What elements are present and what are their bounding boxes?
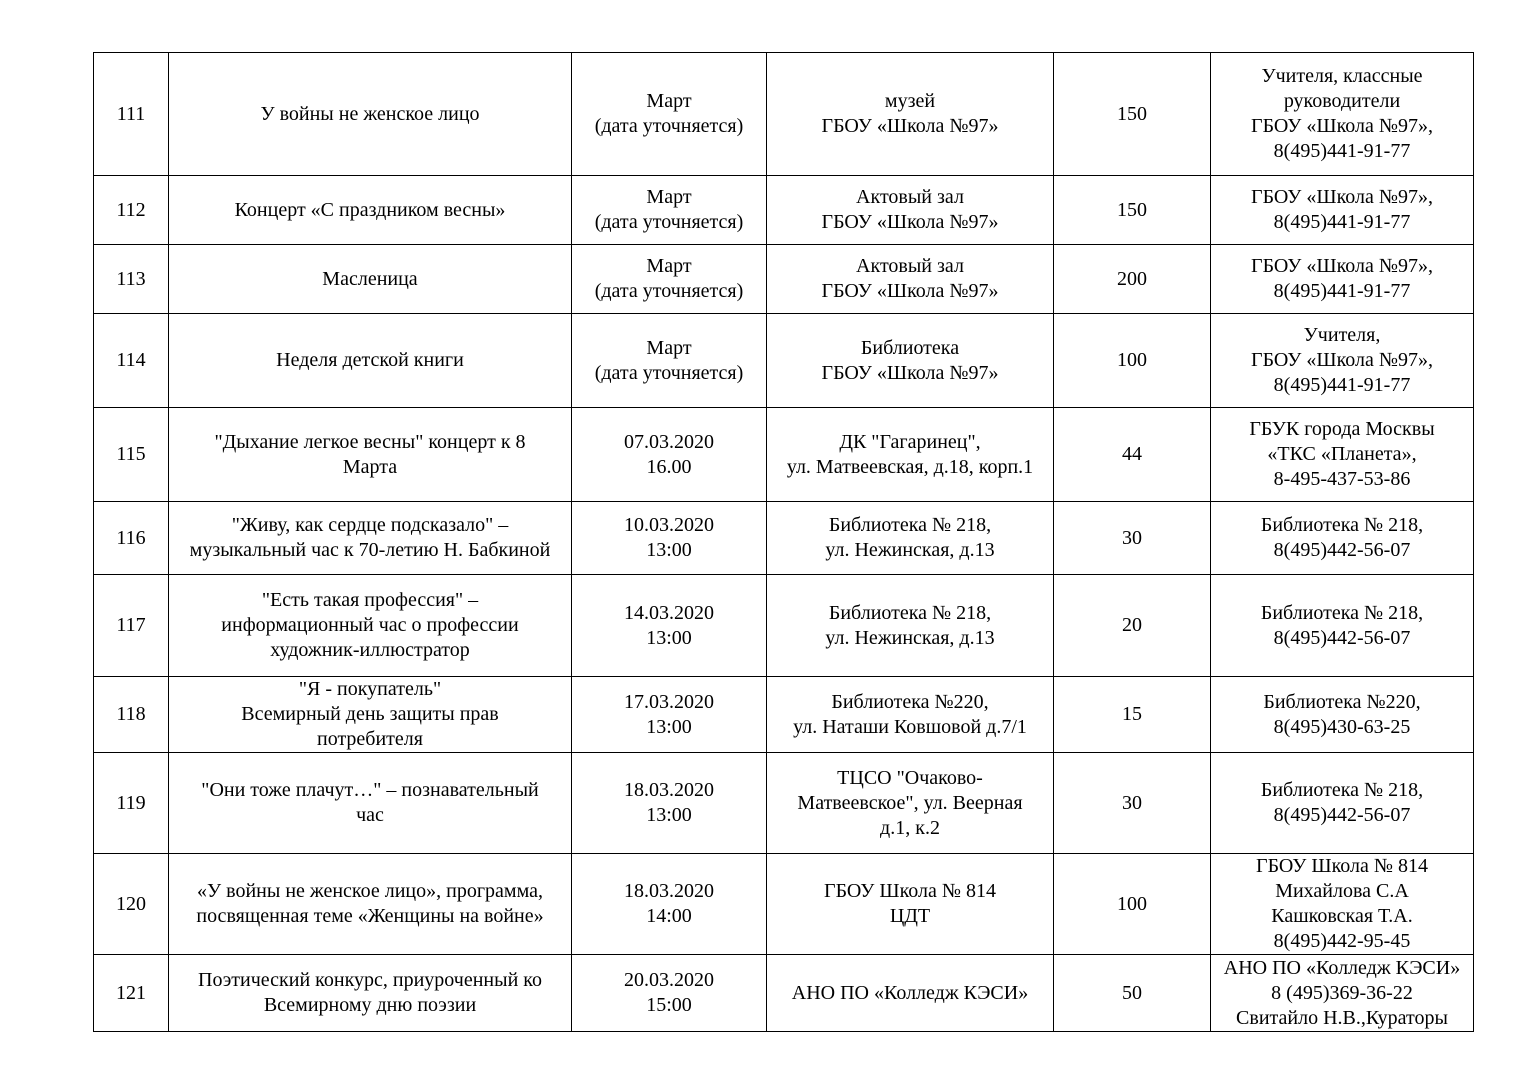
responsible-contact-line: 8(495)442-56-07	[1273, 626, 1411, 649]
event-date-line: 14.03.2020	[624, 601, 714, 624]
event-date-cell	[572, 753, 767, 854]
event-place-cell	[767, 245, 1054, 314]
event-place-line: ул. Нежинская, д.13	[825, 626, 995, 649]
responsible-contact-line: руководители	[1283, 90, 1401, 112]
event-place-line: ул. Нежинская, д.13	[825, 539, 995, 561]
responsible-contact-cell	[1211, 677, 1474, 753]
event-date-line: 13:00	[646, 626, 692, 649]
event-name-line: час	[356, 804, 384, 826]
event-date-cell	[572, 575, 767, 677]
table-row	[94, 677, 1474, 753]
event-date-line: 13:00	[646, 715, 692, 738]
responsible-contact-line: Библиотека № 218,	[1260, 779, 1424, 801]
responsible-contact-line: 8-495-437-53-86	[1273, 468, 1411, 490]
responsible-contact-cell	[1211, 176, 1474, 245]
participant-count-cell: 100	[1054, 314, 1211, 408]
responsible-contact-line: Учителя,	[1303, 324, 1381, 346]
events-table	[93, 52, 1474, 1032]
responsible-contact-line: ГБОУ «Школа №97»,	[1251, 115, 1433, 137]
responsible-contact-line: 8(495)430-63-25	[1273, 715, 1411, 738]
responsible-contact-line: Михайлова С.А	[1275, 880, 1409, 902]
responsible-contact-line: Библиотека № 218,	[1260, 514, 1424, 536]
responsible-contact-cell	[1211, 53, 1474, 176]
event-date-line: 13:00	[646, 804, 692, 826]
event-date-line: 18.03.2020	[624, 880, 714, 902]
event-place-cell	[767, 314, 1054, 408]
event-place-line: АНО ПО «Колледж КЭСИ»	[791, 981, 1029, 1004]
event-date-cell	[572, 854, 767, 955]
event-place-line: Библиотека	[860, 336, 960, 359]
event-date-line: (дата уточняется)	[594, 211, 744, 233]
participant-count-cell: 100	[1054, 854, 1211, 955]
event-number-cell: 113	[94, 245, 169, 314]
event-place-line: ГБОУ «Школа №97»	[821, 115, 999, 137]
event-place-line: ГБОУ «Школа №97»	[821, 211, 999, 233]
event-place-line: ул. Матвеевская, д.18, корп.1	[786, 455, 1034, 478]
responsible-contact-line: Библиотека №220,	[1263, 690, 1421, 713]
event-name-line: художник-иллюстратор	[270, 639, 470, 661]
event-name-line: «У войны не женское лицо», программа,	[197, 880, 543, 902]
event-place-line: Матвеевское", ул. Веерная	[797, 791, 1023, 814]
event-number-cell: 120	[94, 854, 169, 955]
event-date-line: Март	[646, 90, 692, 112]
responsible-contact-line: ГБОУ «Школа №97»,	[1251, 186, 1433, 208]
responsible-contact-line: 8(495)441-91-77	[1273, 374, 1411, 396]
event-name-cell	[169, 575, 572, 677]
event-place-line: Библиотека №220,	[831, 690, 989, 713]
event-name-cell	[169, 753, 572, 854]
event-name-cell	[169, 955, 572, 1032]
event-place-line: ТЦСО "Очаково-	[837, 766, 983, 789]
event-place-cell	[767, 408, 1054, 502]
responsible-contact-line: 8(495)441-91-77	[1273, 140, 1411, 162]
event-date-line: 20.03.2020	[624, 969, 714, 991]
table-row	[94, 408, 1474, 502]
event-name-line: У войны не женское лицо	[260, 102, 480, 125]
event-number-cell: 117	[94, 575, 169, 677]
event-place-line: д.1, к.2	[880, 816, 940, 839]
event-name-cell	[169, 176, 572, 245]
responsible-contact-cell	[1211, 502, 1474, 575]
event-name-cell	[169, 677, 572, 753]
event-date-line: (дата уточняется)	[594, 361, 744, 384]
event-number-cell: 111	[94, 53, 169, 176]
events-table-body	[94, 53, 1474, 1032]
table-row	[94, 53, 1474, 176]
table-row	[94, 955, 1474, 1032]
event-name-line: посвященная теме «Женщины на войне»	[196, 905, 544, 927]
responsible-contact-cell	[1211, 408, 1474, 502]
event-date-cell	[572, 53, 767, 176]
event-name-cell	[169, 53, 572, 176]
event-name-line: Поэтический конкурс, приуроченный ко	[198, 969, 542, 991]
event-number-cell: 121	[94, 955, 169, 1032]
event-place-line: Библиотека № 218,	[828, 601, 992, 624]
participant-count-cell: 15	[1054, 677, 1211, 753]
table-row	[94, 854, 1474, 955]
event-date-line: Март	[646, 186, 692, 208]
responsible-contact-line: 8(495)442-95-45	[1273, 930, 1411, 952]
event-place-line: ГБОУ Школа № 814	[824, 880, 996, 902]
participant-count-cell: 30	[1054, 753, 1211, 854]
responsible-contact-cell	[1211, 245, 1474, 314]
event-name-line: "Дыхание легкое весны" концерт к 8	[214, 430, 526, 453]
event-place-line: ЦДТ	[889, 905, 931, 927]
event-place-line: Актовый зал	[856, 255, 964, 277]
event-date-line: 07.03.2020	[624, 430, 714, 453]
event-place-cell	[767, 53, 1054, 176]
responsible-contact-cell	[1211, 854, 1474, 955]
event-name-line: Всемирный день защиты прав	[241, 703, 499, 725]
responsible-contact-line: Библиотека № 218,	[1260, 601, 1424, 624]
event-number-cell: 116	[94, 502, 169, 575]
event-place-cell	[767, 575, 1054, 677]
responsible-contact-line: ГБОУ «Школа №97»,	[1251, 349, 1433, 371]
event-date-line: 13:00	[646, 539, 692, 561]
table-row	[94, 502, 1474, 575]
table-row	[94, 314, 1474, 408]
event-name-line: Концерт «С праздником весны»	[234, 198, 506, 221]
event-place-line: ГБОУ «Школа №97»	[821, 280, 999, 302]
responsible-contact-line: «ТКС «Планета»,	[1267, 443, 1417, 465]
responsible-contact-line: 8(495)442-56-07	[1273, 539, 1411, 561]
responsible-contact-line: ГБОУ Школа № 814	[1256, 855, 1428, 877]
participant-count-cell: 150	[1054, 176, 1211, 245]
event-place-line: Актовый зал	[856, 186, 964, 208]
event-name-line: "Они тоже плачут…" – познавательный	[201, 779, 539, 801]
event-place-cell	[767, 502, 1054, 575]
event-date-cell	[572, 245, 767, 314]
event-name-line: Марта	[342, 455, 398, 478]
responsible-contact-line: 8(495)441-91-77	[1273, 280, 1411, 302]
table-row	[94, 753, 1474, 854]
event-date-line: Март	[646, 336, 692, 359]
event-place-line: Библиотека № 218,	[828, 514, 992, 536]
participant-count-cell: 44	[1054, 408, 1211, 502]
responsible-contact-line: АНО ПО «Колледж КЭСИ»	[1223, 956, 1461, 979]
table-row	[94, 176, 1474, 245]
event-date-cell	[572, 176, 767, 245]
responsible-contact-cell	[1211, 575, 1474, 677]
participant-count-cell: 20	[1054, 575, 1211, 677]
responsible-contact-line: ГБОУ «Школа №97»,	[1251, 255, 1433, 277]
event-name-line: музыкальный час к 70-летию Н. Бабкиной	[189, 539, 551, 561]
event-date-line: Март	[646, 255, 692, 277]
participant-count-cell: 150	[1054, 53, 1211, 176]
responsible-contact-cell	[1211, 753, 1474, 854]
event-date-line: (дата уточняется)	[594, 115, 744, 137]
responsible-contact-line: Кашковская Т.А.	[1271, 905, 1413, 927]
event-date-line: 14:00	[646, 905, 692, 927]
event-place-cell	[767, 753, 1054, 854]
event-number-cell: 112	[94, 176, 169, 245]
event-date-cell	[572, 314, 767, 408]
event-name-cell	[169, 502, 572, 575]
participant-count-cell: 30	[1054, 502, 1211, 575]
event-name-line: Масленица	[322, 267, 418, 290]
table-row	[94, 245, 1474, 314]
event-name-cell	[169, 245, 572, 314]
event-date-line: 10.03.2020	[624, 514, 714, 536]
event-place-line: ДК "Гагаринец",	[839, 430, 981, 453]
event-date-cell	[572, 502, 767, 575]
event-name-line: Всемирному дню поэзии	[263, 994, 477, 1016]
participant-count-cell: 200	[1054, 245, 1211, 314]
event-place-cell	[767, 176, 1054, 245]
event-number-cell: 119	[94, 753, 169, 854]
event-date-line: 15:00	[646, 994, 692, 1016]
event-name-line: потребителя	[317, 728, 423, 750]
event-name-cell	[169, 408, 572, 502]
event-place-line: ГБОУ «Школа №97»	[821, 361, 999, 384]
table-row	[94, 575, 1474, 677]
event-name-line: информационный час о профессии	[221, 614, 519, 636]
event-name-cell	[169, 854, 572, 955]
event-place-line: ул. Наташи Ковшовой д.7/1	[793, 715, 1027, 738]
responsible-contact-line: 8(495)442-56-07	[1273, 804, 1411, 826]
event-number-cell: 115	[94, 408, 169, 502]
event-name-line: "Я - покупатель"	[298, 678, 442, 700]
event-date-cell	[572, 677, 767, 753]
responsible-contact-line: 8(495)441-91-77	[1273, 211, 1411, 233]
event-number-cell: 118	[94, 677, 169, 753]
event-date-line: 16.00	[646, 455, 692, 478]
event-date-line: 17.03.2020	[624, 690, 714, 713]
event-date-cell	[572, 955, 767, 1032]
event-date-cell	[572, 408, 767, 502]
event-name-line: "Есть такая профессия" –	[261, 589, 479, 611]
responsible-contact-line: Учителя, классные	[1261, 65, 1423, 87]
event-place-cell	[767, 854, 1054, 955]
event-place-cell	[767, 955, 1054, 1032]
event-name-cell	[169, 314, 572, 408]
event-name-line: "Живу, как сердце подсказало" –	[231, 514, 509, 536]
event-number-cell: 114	[94, 314, 169, 408]
event-place-line: музей	[884, 90, 936, 112]
event-name-line: Неделя детской книги	[276, 349, 464, 371]
responsible-contact-line: ГБУК города Москвы	[1249, 418, 1435, 440]
event-place-cell	[767, 677, 1054, 753]
responsible-contact-line: 8 (495)369-36-22	[1271, 981, 1413, 1004]
responsible-contact-cell	[1211, 314, 1474, 408]
event-date-line: 18.03.2020	[624, 779, 714, 801]
participant-count-cell: 50	[1054, 955, 1211, 1032]
responsible-contact-line: Свитайло Н.В.,Кураторы	[1236, 1006, 1448, 1029]
event-date-line: (дата уточняется)	[594, 280, 744, 302]
responsible-contact-cell	[1211, 955, 1474, 1032]
